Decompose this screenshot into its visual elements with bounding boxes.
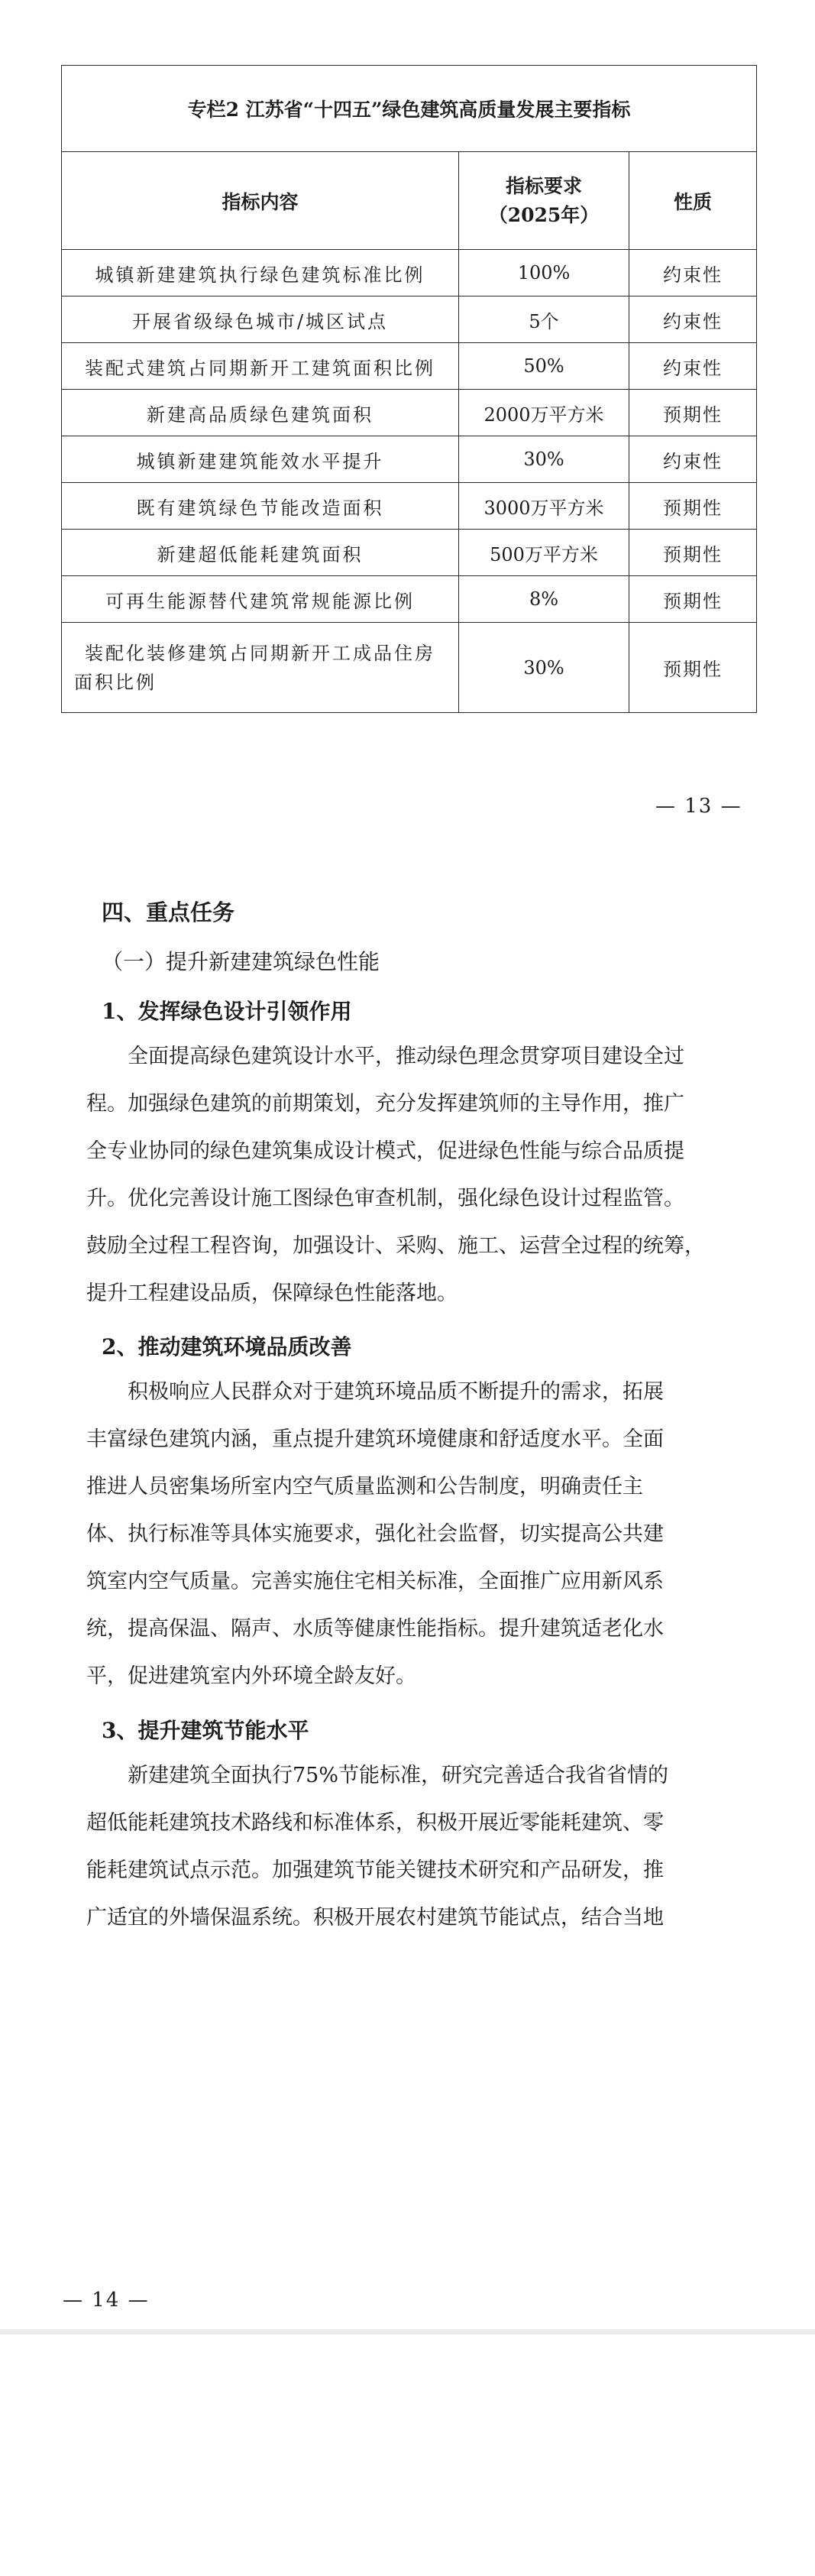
line: 能耗建筑试点示范。加强建筑节能关键技术研究和产品研发，推: [86, 1858, 664, 1882]
section-heading: 四、重点任务: [102, 899, 235, 925]
line: 提升工程建设品质，保障绿色性能落地。: [86, 1282, 458, 1305]
page-number: — 13 —: [655, 795, 742, 818]
section-title-1: 1、发挥绿色设计引领作用: [102, 999, 352, 1024]
table-row: 装配化装修建筑占同期新开工成品住房 面积比例 30% 预期性: [62, 623, 757, 713]
table-row: 新建高品质绿色建筑面积 2000万平方米 预期性: [62, 390, 757, 436]
line: 程。加强绿色建筑的前期策划，充分发挥建筑师的主导作用，推广: [86, 1092, 684, 1116]
page-number: — 14 —: [63, 2289, 150, 2312]
line: 新建建筑全面执行75%节能标准，研究完善适合我省省情的: [128, 1764, 669, 1787]
table-row: 可再生能源替代建筑常规能源比例 8% 预期性: [62, 576, 757, 623]
table-row: 城镇新建建筑执行绿色建筑标准比例 100% 约束性: [62, 250, 757, 296]
table-row: 装配式建筑占同期新开工建筑面积比例 50% 约束性: [62, 343, 757, 390]
line: 积极响应人民群众对于建筑环境品质不断提升的需求，拓展: [128, 1380, 664, 1404]
header-requirement: 指标要求 （2025年）: [459, 152, 629, 250]
header-nature: 性质: [629, 152, 757, 250]
line: 全面提高绿色建筑设计水平，推动绿色理念贯穿项目建设全过: [128, 1045, 684, 1068]
page-13: [0, 0, 815, 833]
line: 平，促进建筑室内外环境全龄友好。: [86, 1664, 416, 1688]
page-14: [0, 833, 815, 2335]
line: 推进人员密集场所室内空气质量监测和公告制度，明确责任主: [86, 1475, 643, 1499]
line: 筑室内空气质量。完善实施住宅相关标准，全面推广应用新风系: [86, 1570, 664, 1593]
header-content: 指标内容: [62, 152, 459, 250]
table-caption: 专栏2 江苏省“十四五”绿色建筑高质量发展主要指标: [62, 66, 757, 152]
line: 统，提高保温、隔声、水质等健康性能指标。提升建筑适老化水: [86, 1617, 664, 1641]
paragraph-3: [86, 1752, 755, 1942]
table-row: 新建超低能耗建筑面积 500万平方米 预期性: [62, 530, 757, 576]
line: 超低能耗建筑技术路线和标准体系，积极开展近零能耗建筑、零: [86, 1811, 664, 1835]
page-15: [0, 2335, 815, 2576]
line: 体、执行标准等具体实施要求，强化社会监督，切实提高公共建: [86, 1522, 664, 1546]
section-title-3: 3、提升建筑节能水平: [102, 1718, 309, 1743]
indicator-table: [61, 65, 757, 713]
paragraph-2: [86, 1369, 755, 1700]
line: 丰富绿色建筑内涵，重点提升建筑环境健康和舒适度水平。全面: [86, 1427, 664, 1451]
subheading: （一）提升新建建筑绿色性能: [102, 949, 380, 974]
line: 升。优化完善设计施工图绿色审查机制，强化绿色设计过程监管。: [86, 1187, 684, 1210]
table-row: 既有建筑绿色节能改造面积 3000万平方米 预期性: [62, 483, 757, 530]
line: 鼓励全过程工程咨询，加强设计、采购、施工、运营全过程的统筹，: [86, 1234, 705, 1258]
table-row: 开展省级绿色城市/城区试点 5个 约束性: [62, 296, 757, 343]
table-row: 城镇新建建筑能效水平提升 30% 约束性: [62, 436, 757, 483]
section-title-2: 2、推动建筑环境品质改善: [102, 1334, 352, 1359]
paragraph-1: [86, 1033, 755, 1317]
line: 广适宜的外墙保温系统。积极开展农村建筑节能试点，结合当地: [86, 1906, 664, 1930]
line: 全专业协同的绿色建筑集成设计模式，促进绿色性能与综合品质提: [86, 1139, 684, 1163]
